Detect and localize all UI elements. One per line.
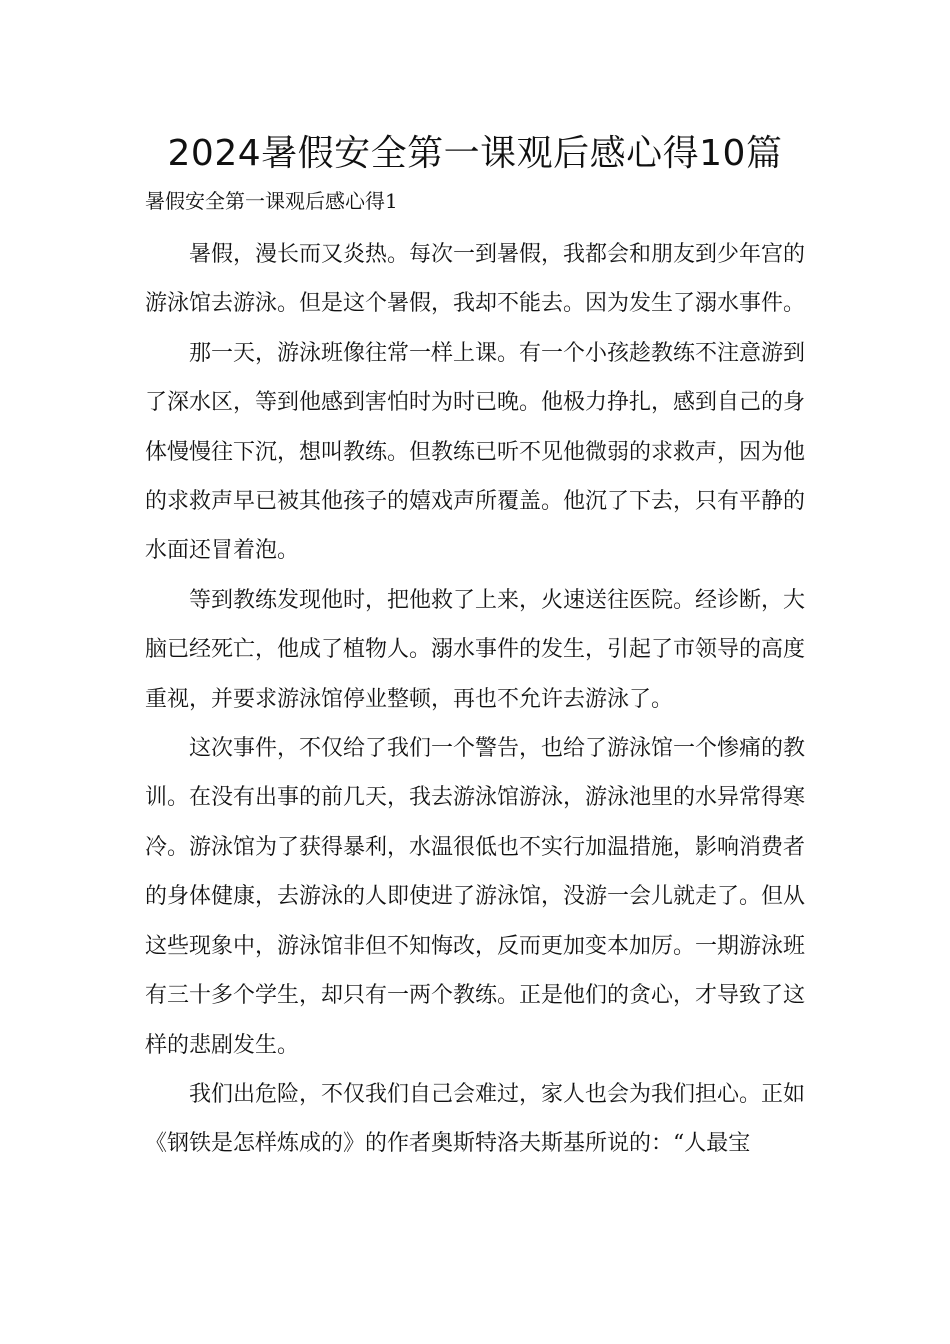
paragraph: 我们出危险，不仅我们自己会难过，家人也会为我们担心。正如《钢铁是怎样炼成的》的作者奥斯特洛夫斯基所说的：“人最宝: [145, 1081, 806, 1157]
paragraph: 那一天，游泳班像往常一样上课。有一个小孩趁教练不注意游到了深水区，等到他感到害怕时为时已晚。他极力挣扎，感到自己的身体慢慢往下沉，想叫教练。但教练已听不见他微弱的求救声，因为他的求救声早已被其他孩子的嬉戏声所覆盖。他沉了下去，只有平静的水面还冒着泡。: [145, 340, 806, 564]
document-body: [145, 230, 805, 1169]
section-subtitle: 暑假安全第一课观后感心得1: [145, 189, 398, 213]
paragraph: 等到教练发现他时，把他救了上来，火速送往医院。经诊断，大脑已经死亡，他成了植物人。溺水事件的发生，引起了市领导的高度重视，并要求游泳馆停业整顿，再也不允许去游泳了。: [145, 587, 806, 712]
document-title: 2024暑假安全第一课观后感心得10篇: [167, 133, 783, 174]
paragraph: 这次事件，不仅给了我们一个警告，也给了游泳馆一个惨痛的教训。在没有出事的前几天，我去游泳馆游泳，游泳池里的水异常得寒冷。游泳馆为了获得暴利，水温很低也不实行加温措施，影响消费者的身体健康，去游泳的人即使进了游泳馆，没游一会儿就走了。但从这些现象中，游泳馆非但不知悔改，反而更加变本加厉。一期游泳班有三十多个学生，却只有一两个教练。正是他们的贪心，才导致了这样的悲剧发生。: [145, 736, 806, 1058]
paragraph: 暑假，漫长而又炎热。每次一到暑假，我都会和朋友到少年宫的游泳馆去游泳。但是这个暑假，我却不能去。因为发生了溺水事件。: [145, 242, 806, 317]
